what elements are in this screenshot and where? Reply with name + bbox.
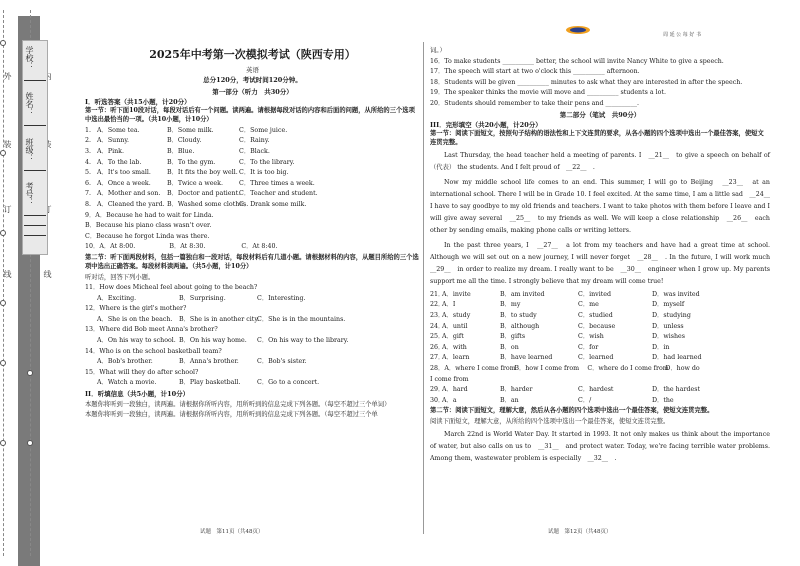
option-a[interactable]: A．On his way to school. <box>97 337 176 345</box>
option-c[interactable]: C．Teacher and student. <box>239 190 318 198</box>
option-b[interactable]: B．although <box>500 322 540 330</box>
section-three-instructions: 第一节：阅读下面短文，按照句子结构的语法性和上下文连贯的要求，从各小题的四个选项中选出一个最佳答案，使短文连贯完整。 <box>430 129 764 146</box>
question-stem: 13．Where did Bob meet Anna's brother? <box>85 326 218 334</box>
question-options <box>85 337 420 345</box>
option-a[interactable]: A．a <box>442 396 457 404</box>
class-label: 班级： <box>25 138 34 162</box>
option-a[interactable]: A．invite <box>442 290 471 298</box>
option-b[interactable]: B．gifts <box>500 333 526 341</box>
question-10: 10．A．At 8:00. B．At 8:30. C．At 8:40. <box>85 243 278 251</box>
option-c[interactable]: C．Go to a concert. <box>257 379 320 387</box>
binding-hole-icon <box>0 230 6 236</box>
fill-in-question: 20．Students should remember to take their pens and __________. <box>430 99 640 107</box>
question-number: 1. <box>85 126 92 134</box>
option-a[interactable]: A．She is on the beach. <box>97 315 173 323</box>
option-a[interactable]: A．Some tea. <box>97 126 140 134</box>
binding-hole-icon <box>27 440 33 446</box>
section-one-part2-instructions: 第二节：听下面两段材料，包括一篇独白和一段对话，每段材料后有几道小题。请根据材料的内容，从题目所给的三个选项中选出正确答案。每段材料读两遍。（共5小题，计10分） <box>85 253 419 270</box>
section-two-text-repeat: 本题你将听到一段独白，读两遍。请根据你所听内容，用所听到的信息完成下列各题。（每空不超过三个单 <box>85 410 378 418</box>
question-9-option-b[interactable]: B．Because his piano class wasn't over. <box>85 222 212 230</box>
questions-1-8 <box>85 127 420 209</box>
option-b[interactable]: B．an <box>500 396 519 404</box>
option-a[interactable]: A．Pink. <box>97 147 124 155</box>
cloze-options-21-27 <box>430 291 770 363</box>
option-d[interactable]: D．had learned <box>652 354 702 362</box>
cloze-options-28: 28．A．where I come fromB．how I come from C．where do I come fromD．how do <box>430 364 700 372</box>
section-one-title: I．听选答案（共15小题，计20分） <box>85 98 191 107</box>
option-c[interactable]: C．On his way to the library. <box>257 337 349 345</box>
option-d[interactable]: D．unless <box>652 322 684 330</box>
option-a[interactable]: A．Cleaned the yard. <box>97 200 165 208</box>
question-10-option-a[interactable]: A．At 8:00. <box>99 243 136 251</box>
cloze-paragraph-3: In the past three years, I __27__ a lot from my teachers and have had a great time at school. Although we will set out on a new journey, I will never forget __28__ . In the future, I will work much __29__ in order to realize my dream. I really want to be __30__ engineer when I grow up. My parents support me all the time. I strongly believe that my dream will come true! <box>430 242 777 285</box>
question-number: 30． <box>430 396 445 404</box>
question-number: 23． <box>430 312 445 320</box>
question-options <box>85 316 420 324</box>
option-b[interactable]: B．Surprising. <box>179 294 226 302</box>
fill-in-question: 17．The speech will start at two o'clock this __________ afternoon. <box>430 68 640 76</box>
option-b[interactable]: B．On his way home. <box>179 337 247 345</box>
cloze-paragraph-1: Last Thursday, the head teacher held a meeting of parents. I __21__ to give a speech on behalf of（代表） the students. And I felt proud of __22__ . <box>430 152 770 172</box>
question-number: 6. <box>85 179 92 187</box>
exam-subject: 英语 <box>246 65 259 74</box>
question-number: 24． <box>430 322 445 330</box>
question-row <box>85 137 420 145</box>
cloze-option-row <box>430 301 770 309</box>
class-field[interactable] <box>24 170 46 171</box>
option-c[interactable]: C．To the library. <box>239 158 295 166</box>
question-stem: 11．How does Micheal feel about going to the beach? <box>85 284 258 292</box>
id-field-line[interactable] <box>24 225 46 226</box>
section-one-instructions: 第一节：听下面10段对话，每段对话后有一个问题。读两遍。请根据每段对话的内容和后面的问题，从所给的三个选项中选出最恰当的一项。（共10小题，计10分） <box>85 106 415 123</box>
option-a[interactable]: A．hard <box>442 386 468 394</box>
cloze-option-row <box>430 354 770 362</box>
option-b[interactable]: B．Some milk. <box>167 126 214 134</box>
outer-label: 装 <box>3 140 12 148</box>
binding-hole-icon <box>0 440 6 446</box>
cloze-option-row <box>430 397 770 405</box>
option-c[interactable]: C．Black. <box>239 147 270 155</box>
section-three-title: III．完形填空（共20小题，计20分） <box>430 121 542 130</box>
fill-in-question: 19．The speaker thinks the movie will move and __________ students a lot. <box>430 89 666 97</box>
question-9: 9．A．Because he had to wait for Linda. <box>85 211 214 219</box>
option-c[interactable]: C．It is too big. <box>239 169 289 177</box>
listen-note: 听对话，回答下列小题。 <box>85 273 155 281</box>
school-label: 学校： <box>25 46 34 70</box>
option-d[interactable]: D．wishes <box>652 333 685 341</box>
question-row <box>85 127 420 135</box>
option-a[interactable]: A．Bob's brother. <box>97 358 153 366</box>
option-a[interactable]: A．Once a week. <box>97 179 151 187</box>
cloze-option-row <box>430 291 770 299</box>
binding-note: 此卷只装订不密封 <box>43 330 52 394</box>
outer-label: 订 <box>3 205 12 213</box>
fill-in-question: 16．To make students __________ better, the school will invite Nancy White to give a speech. <box>430 57 724 65</box>
question-row <box>85 180 420 188</box>
cloze-option-row <box>430 323 770 331</box>
publisher-text: 周 延 公 每 好 书 <box>663 32 701 38</box>
option-b[interactable]: B．Washed some clothes. <box>167 200 249 208</box>
option-28a[interactable]: A．where I come from <box>444 364 516 372</box>
binding-hole-icon <box>27 370 33 376</box>
column-divider <box>423 42 424 534</box>
option-c[interactable]: C．wish <box>578 333 604 341</box>
option-d[interactable]: D．the <box>652 396 674 404</box>
option-a[interactable]: A．learn <box>442 354 470 362</box>
option-28-continuation: I come from <box>430 375 469 383</box>
right-page-footer: 试题 第12页（共48页） <box>548 529 612 535</box>
option-b[interactable]: B．Cloudy. <box>167 137 202 145</box>
option-b[interactable]: B．Twice a week. <box>167 179 223 187</box>
inner-label: 线 <box>43 270 52 278</box>
question-number: 27． <box>430 354 445 362</box>
option-c[interactable]: C．Drank some milk. <box>239 200 307 208</box>
outer-label: 外 <box>3 72 12 80</box>
questions-11-15 <box>85 284 420 388</box>
part-two-heading: 第二部分（笔试 共90分） <box>559 110 641 119</box>
reading-paragraph: March 22nd is World Water Day. It started in 1993. It not only makes us think about the importance of water, but also calls on us to __31__ and protect water. Today, we're facing terrible water problems. Among them, wastewater problem is especially __32__ . <box>430 431 770 463</box>
cloze-options-29-30 <box>430 386 770 405</box>
question-row <box>85 159 420 167</box>
fill-in-question: 18．Students will be given __________ minutes to ask what they are interested in after the speech. <box>430 78 743 86</box>
option-b[interactable]: B．She is in another city. <box>179 315 260 323</box>
binding-hole-icon <box>0 360 6 366</box>
option-c[interactable]: C．studied <box>578 312 613 320</box>
option-c[interactable]: C．/ <box>578 396 592 404</box>
school-field[interactable] <box>24 80 46 81</box>
option-b[interactable]: B．on <box>500 343 519 351</box>
option-d[interactable]: D．myself <box>652 301 685 309</box>
option-b[interactable]: B．to study <box>500 312 537 320</box>
option-c[interactable]: C．me <box>578 301 599 309</box>
question-number: 26． <box>430 343 445 351</box>
id-label: 考号： <box>25 182 34 206</box>
cloze-option-row <box>430 344 770 352</box>
left-page-footer: 试题 第11页（共48页） <box>200 529 264 535</box>
option-28d[interactable]: D．how do <box>665 364 700 372</box>
question-stem: 14．Who is on the school basketball team? <box>85 347 222 355</box>
option-b[interactable]: B．my <box>500 301 521 309</box>
cloze-paragraph-2: Now my middle school life comes to an end. This summer, I will go to Beijing __23__ at an international school. There I will be in Grade 10. I feel excited. At the same time, I am a little sad __24__ I have to say goodbye to my old friends and teachers. I want to take photos with them before I leave and I will give away several __25__ to my friends as well. We will keep a close relationship __26__ each other by sending emails, making phone calls or writing letters. <box>430 179 777 235</box>
question-10-option-c[interactable]: C．At 8:40. <box>241 243 278 251</box>
option-d[interactable]: D．studying <box>652 312 691 320</box>
question-number: 25． <box>430 333 445 341</box>
question-row <box>85 190 420 198</box>
section-two-text: 本题你将听到一段独白，读两遍。请根据你所听内容，用所听到的信息完成下列各题。（每空不超过三个单词） <box>85 400 391 408</box>
binding-hole-icon <box>0 300 6 306</box>
option-a[interactable]: A．It's too small. <box>97 169 151 177</box>
option-c[interactable]: C．learned <box>578 354 614 362</box>
question-number: 3. <box>85 147 92 155</box>
option-c[interactable]: C．Rainy. <box>239 137 270 145</box>
option-c[interactable]: C．because <box>578 322 616 330</box>
option-c[interactable]: C．Three times a week. <box>239 179 315 187</box>
option-c[interactable]: C．Some juice. <box>239 126 288 134</box>
option-b[interactable]: B．Blue. <box>167 147 195 155</box>
outer-label: 线 <box>3 270 12 278</box>
question-options <box>85 379 420 387</box>
option-b[interactable]: B．It fits the boy well. <box>167 169 238 177</box>
option-a[interactable]: A．Exciting. <box>97 294 137 302</box>
section-two-title: II．听填信息（共5小题，计10分） <box>85 390 190 399</box>
option-b[interactable]: B．Doctor and patient. <box>167 190 241 198</box>
outer-dashed-line <box>3 10 4 556</box>
name-label: 姓名： <box>25 92 34 116</box>
option-c[interactable]: C．Bob's sister. <box>257 358 307 366</box>
left-page <box>85 48 420 421</box>
cloze-option-row <box>430 312 770 320</box>
option-a[interactable]: A．To the lab. <box>97 158 142 166</box>
option-b[interactable]: B．harder <box>500 386 533 394</box>
question-number: 2. <box>85 137 92 145</box>
question-number: 22． <box>430 301 445 309</box>
publisher-logo-icon <box>565 25 591 35</box>
question-number: 21． <box>430 290 445 298</box>
question-row <box>85 148 420 156</box>
question-stem: 12．Where is the girl's mother? <box>85 305 187 313</box>
part-one-heading: 第一部分（听力 共30分） <box>212 87 293 96</box>
question-number: 8. <box>85 200 92 208</box>
option-a[interactable]: A．I <box>442 301 456 309</box>
option-28c[interactable]: C．where do I come from <box>587 364 669 372</box>
option-28b[interactable]: B．how I come from <box>514 364 580 372</box>
option-c[interactable]: C．invited <box>578 290 612 298</box>
option-b[interactable]: B．Play basketball. <box>179 379 241 387</box>
option-b[interactable]: B．am invited <box>500 290 545 298</box>
option-c[interactable]: C．Interesting. <box>257 294 306 302</box>
option-a[interactable]: A．study <box>442 312 471 320</box>
binding-hole-icon <box>0 150 6 156</box>
right-page <box>430 45 777 468</box>
question-row <box>85 201 420 209</box>
question-options <box>85 295 420 303</box>
option-b[interactable]: B．Anna's brother. <box>179 358 239 366</box>
option-a[interactable]: A．with <box>442 343 467 351</box>
questions-16-20 <box>430 58 770 109</box>
section-three-part2-instructions: 第二节：阅读下面短文，理解大意，然后从各小题的四个选项中选出一个最佳答案，使短文连贯完整。 <box>430 407 714 415</box>
question-options <box>85 358 420 366</box>
option-a[interactable]: A．gift <box>442 333 464 341</box>
continued-fragment: 词。） <box>430 47 446 54</box>
binding-hole-icon <box>0 40 6 46</box>
question-10-option-b[interactable]: B．At 8:30. <box>169 243 206 251</box>
cloze-option-row <box>430 333 770 341</box>
question-9-option-c[interactable]: C．Because he forgot Linda was there. <box>85 232 210 240</box>
option-d[interactable]: D．the hardest <box>652 386 700 394</box>
option-b[interactable]: B．To the gym. <box>167 158 216 166</box>
question-number: 5. <box>85 169 92 177</box>
question-stem: 15．What will they do after school? <box>85 368 199 376</box>
cloze-option-row <box>430 386 770 394</box>
option-a[interactable]: A．Mother and son. <box>97 190 161 198</box>
score-info: 总分120分，考试时间120分钟。 <box>203 76 302 85</box>
section-three-part2-note: 阅读下面短文，理解大意，从所给的四个选项中选出一个最佳答案，使短文连贯完整。 <box>430 418 670 426</box>
option-d[interactable]: D．in <box>652 343 670 351</box>
name-field[interactable] <box>24 125 46 126</box>
option-a[interactable]: A．Watch a movie. <box>97 379 157 387</box>
binding-margin <box>0 0 58 566</box>
question-number: 7. <box>85 190 92 198</box>
question-number: 29． <box>430 386 445 394</box>
option-c[interactable]: C．for <box>578 343 599 351</box>
option-d[interactable]: D．was invited <box>652 290 700 298</box>
id-field[interactable] <box>24 215 46 216</box>
option-c[interactable]: C．hardest <box>578 386 614 394</box>
option-a[interactable]: A．until <box>442 322 468 330</box>
option-a[interactable]: A．Sunny. <box>97 137 130 145</box>
id-field-line[interactable] <box>24 235 46 236</box>
question-number: 4. <box>85 158 92 166</box>
question-row <box>85 169 420 177</box>
option-c[interactable]: C．She is in the mountains. <box>257 315 346 323</box>
option-b[interactable]: B．have learned <box>500 354 553 362</box>
exam-title: 2025年中考第一次模拟考试（陕西专用） <box>149 48 356 61</box>
